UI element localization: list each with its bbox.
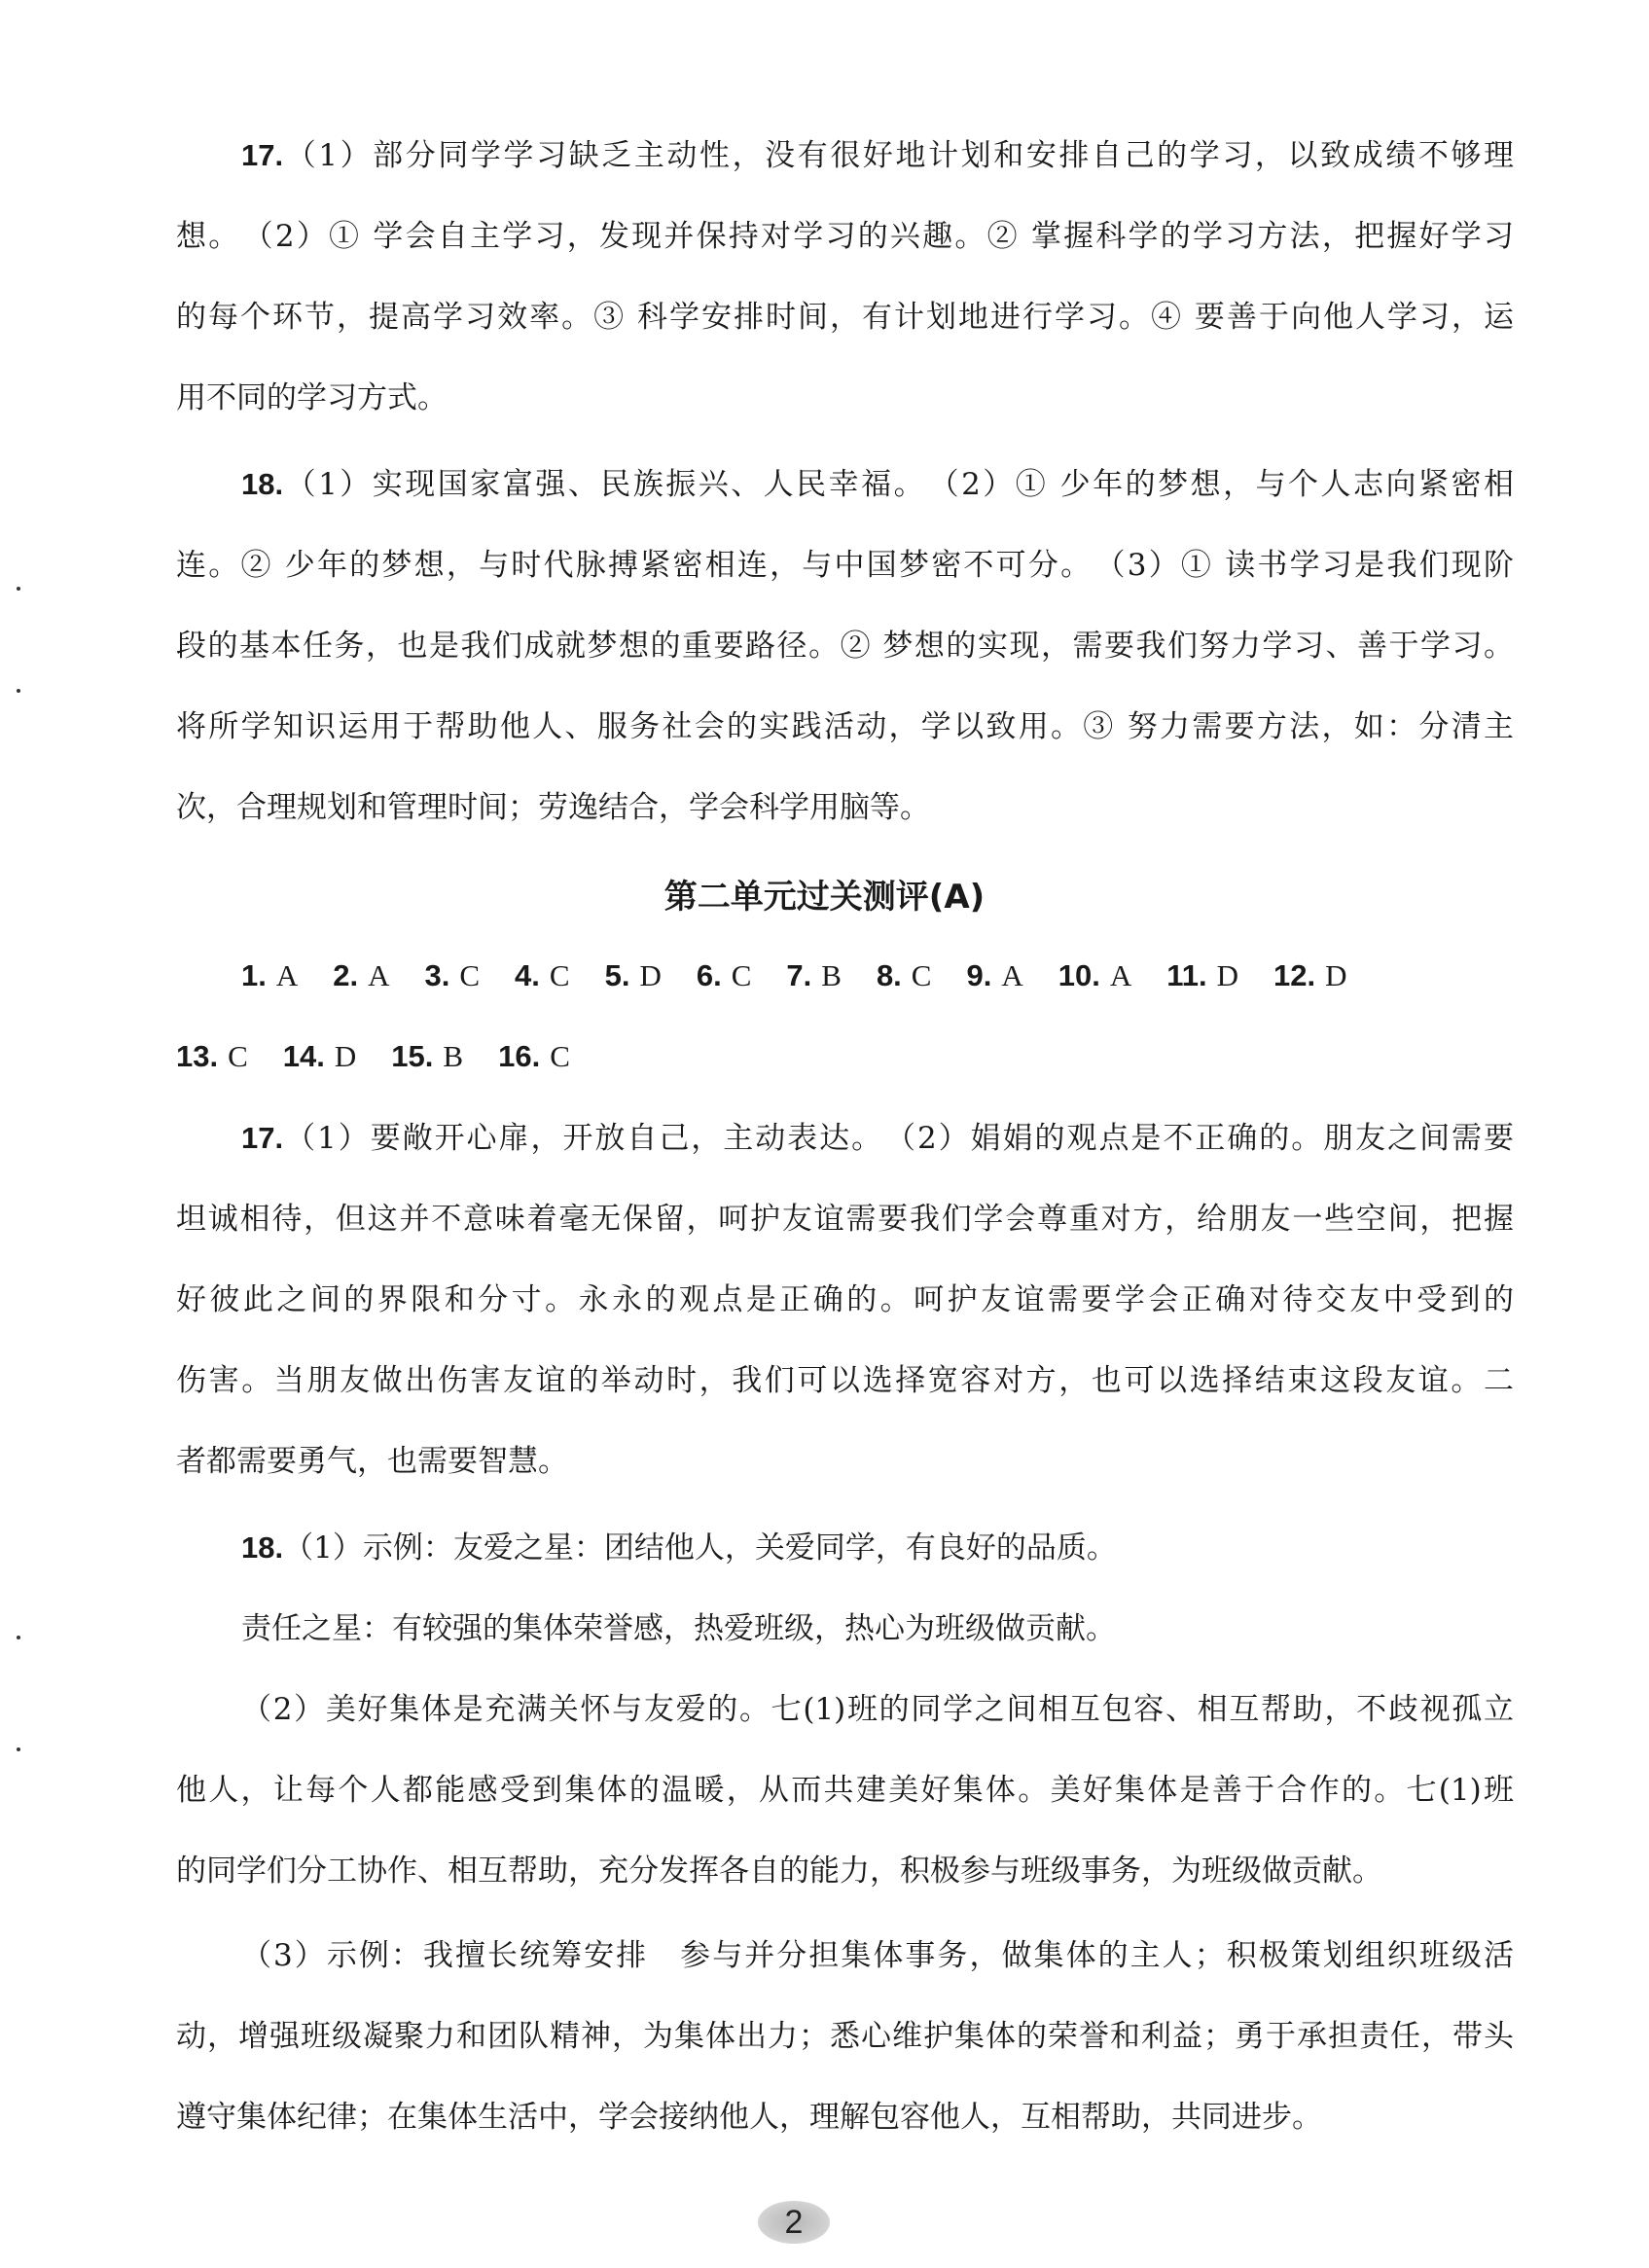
q18a-line1: 18.（1）实现国家富强、民族振兴、人民幸福。 （2）① 少年的梦想，与个人志向紧密相 — [241, 467, 1514, 502]
mc-answer-letter: D — [1216, 958, 1239, 992]
q17b-line4: 伤害。当朋友做出伤害友谊的举动时，我们可以选择宽容对方，也可以选择结束这段友谊。二 — [176, 1363, 1514, 1398]
mc-answer — [877, 956, 932, 995]
mc-answer-letter: A — [368, 958, 390, 992]
q18a-line3: 段的基本任务，也是我们成就梦想的重要路径。② 梦想的实现，需要我们努力学习、善于学习。 — [176, 629, 1514, 664]
q18b-line2: 责任之星：有较强的集体荣誉感，热爱班级，热心为班级做贡献。 — [241, 1611, 1116, 1646]
mc-answer — [283, 1037, 357, 1076]
mc-question-number: 15. — [391, 1039, 434, 1073]
q17a-line3: 的每个环节，提高学习效率。③ 科学安排时间，有计划地进行学习。④ 要善于向他人学习，运 — [176, 300, 1514, 335]
mc-answer-letter: B — [821, 958, 842, 992]
mc-answer — [176, 1037, 248, 1076]
mc-answer — [1166, 956, 1238, 995]
mc-answer-letter: A — [1001, 958, 1023, 992]
mc-question-number: 5. — [604, 958, 630, 992]
mc-question-number: 12. — [1273, 958, 1316, 992]
mc-answer-letter: C — [549, 958, 570, 992]
mc-answer — [391, 1037, 463, 1076]
scan-mark — [17, 587, 20, 591]
mc-answer-letter: C — [459, 958, 481, 992]
q18b-line3: （2）美好集体是充满关怀与友爱的。七(1)班的同学之间相互包容、相互帮助，不歧视孤立 — [241, 1692, 1514, 1727]
mc-question-number: 2. — [333, 958, 359, 992]
mc-question-number: 10. — [1058, 958, 1100, 992]
mc-question-number: 4. — [515, 958, 540, 992]
scan-mark — [17, 1636, 20, 1639]
mc-question-number: 13. — [176, 1039, 219, 1073]
mc-answers-row2 — [176, 1037, 1514, 1076]
mc-question-number: 9. — [966, 958, 992, 992]
section-title: 第二单元过关测评(A) — [663, 878, 986, 917]
q17a-line2: 想。 （2）① 学会自主学习，发现并保持对学习的兴趣。② 掌握科学的学习方法，把握好学习 — [176, 219, 1514, 254]
mc-answer — [241, 956, 298, 995]
mc-answer-letter: D — [334, 1039, 357, 1073]
mc-question-number: 11. — [1166, 958, 1207, 992]
mc-answer — [1058, 956, 1132, 995]
q18b-line1: 18.（1）示例：友爱之星：团结他人，关爱同学，有良好的品质。 — [241, 1530, 1117, 1566]
q17b-line5: 者都需要勇气，也需要智慧。 — [176, 1444, 568, 1479]
q18b-line6: （3）示例：我擅长统筹安排 参与并分担集体事务，做集体的主人；积极策划组织班级活 — [241, 1938, 1514, 1973]
mc-answer — [786, 956, 842, 995]
q18b-line5: 的同学们分工协作、相互帮助，充分发挥各自的能力，积极参与班级事务，为班级做贡献。 — [176, 1854, 1382, 1889]
mc-answer-letter: D — [1325, 958, 1347, 992]
mc-answer-letter: A — [275, 958, 299, 992]
scan-mark — [17, 689, 20, 693]
mc-question-number: 3. — [424, 958, 450, 992]
mc-answer — [697, 956, 752, 995]
mc-question-number: 7. — [786, 958, 812, 992]
mc-question-number: 14. — [282, 1039, 325, 1073]
q17a-line4: 用不同的学习方式。 — [176, 380, 448, 415]
mc-question-number: 1. — [241, 958, 267, 992]
mc-answer-letter: C — [550, 1039, 570, 1073]
mc-answer — [515, 956, 570, 995]
q17a-line1: 17.（1）部分同学学习缺乏主动性，没有很好地计划和安排自己的学习，以致成绩不够理 — [241, 138, 1514, 173]
mc-answer-letter: C — [228, 1039, 248, 1073]
mc-answer — [1273, 956, 1347, 995]
q18a-line5: 次，合理规划和管理时间；劳逸结合，学会科学用脑等。 — [176, 790, 930, 825]
q18b-line4: 他人，让每个人都能感受到集体的温暖，从而共建美好集体。美好集体是善于合作的。七(1)班 — [176, 1773, 1514, 1808]
q18b-line7: 动，增强班级凝聚力和团队精神，为集体出力；悉心维护集体的荣誉和利益；勇于承担责任，带头 — [176, 2019, 1514, 2054]
q18a-line4: 将所学知识运用于帮助他人、服务社会的实践活动，学以致用。③ 努力需要方法，如：分清主 — [176, 709, 1514, 744]
mc-answer — [605, 956, 662, 995]
q17b-line1: 17.（1）要敞开心扉，开放自己，主动表达。 （2）娟娟的观点是不正确的。朋友之间需要 — [241, 1121, 1514, 1156]
q17b-line2: 坦诚相待，但这并不意味着毫无保留，呵护友谊需要我们学会尊重对方，给朋友一些空间，把握 — [176, 1202, 1514, 1237]
mc-answer — [966, 956, 1022, 995]
q18a-line2: 连。② 少年的梦想，与时代脉搏紧密相连，与中国梦密不可分。 （3）① 读书学习是我们现阶 — [176, 548, 1514, 583]
q18b-line8: 遵守集体纪律；在集体生活中，学会接纳他人，理解包容他人，互相帮助，共同进步。 — [176, 2100, 1322, 2135]
mc-answer-letter: A — [1109, 958, 1132, 992]
mc-question-number: 16. — [498, 1039, 541, 1073]
mc-answer-letter: D — [639, 958, 662, 992]
scan-mark — [17, 1747, 20, 1751]
mc-answer-letter: B — [443, 1039, 464, 1073]
mc-answer — [498, 1037, 570, 1076]
mc-answer — [333, 956, 389, 995]
q17b-line3: 好彼此之间的界限和分寸。永永的观点是正确的。呵护友谊需要学会正确对待交友中受到的 — [176, 1282, 1514, 1317]
page-number: 2 — [758, 2201, 830, 2244]
mc-answers-row1 — [241, 956, 1525, 995]
mc-answer-letter: C — [731, 958, 752, 992]
mc-answer-letter: C — [911, 958, 932, 992]
mc-question-number: 6. — [696, 958, 722, 992]
mc-answer — [425, 956, 481, 995]
mc-question-number: 8. — [876, 958, 902, 992]
